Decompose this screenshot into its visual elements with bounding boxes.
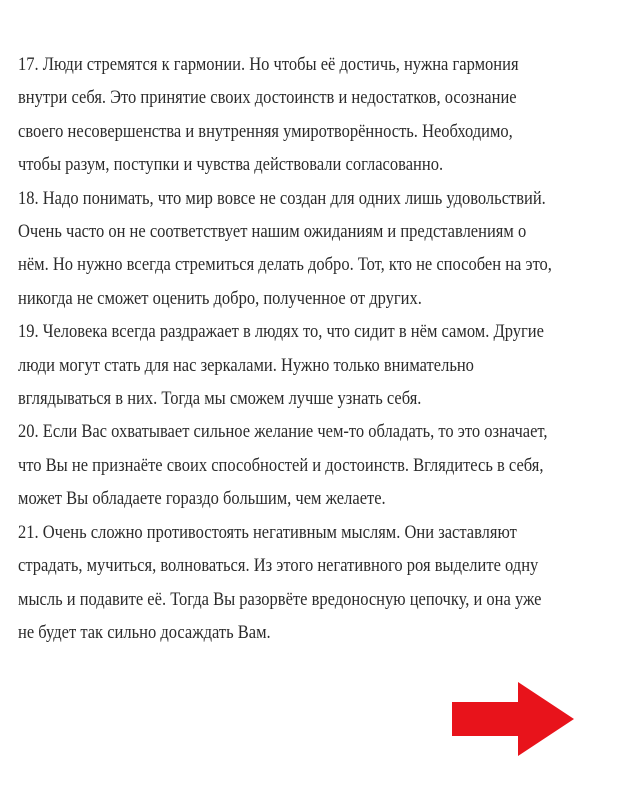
article-text (18, 48, 622, 649)
text-line: не будет так сильно досаждать Вам. (18, 621, 271, 643)
text-line: может Вы обладаете гораздо большим, чем желаете. (18, 488, 386, 510)
text-line: 17. Люди стремятся к гармонии. Но чтобы её достичь, нужна гармония (18, 54, 519, 75)
text-line: нём. Но нужно всегда стремиться делать добро. Тот, кто не способен на это, (18, 254, 552, 276)
next-button[interactable] (452, 682, 574, 756)
text-line: мысль и подавите её. Тогда Вы разорвёте вредоносную цепочку, и она уже (18, 588, 542, 610)
text-line: страдать, мучиться, волноваться. Из этого негативного роя выделите одну (18, 555, 539, 577)
arrow-right-icon (452, 682, 574, 756)
text-line: чтобы разум, поступки и чувства действовали согласованно. (18, 154, 444, 176)
text-line: никогда не сможет оценить добро, полученное от других. (18, 287, 422, 309)
text-line: вглядываться в них. Тогда мы сможем лучше узнать себя. (18, 388, 422, 410)
text-line: 20. Если Вас охватывает сильное желание чем-то обладать, то это означает, (18, 421, 548, 443)
text-line: своего несовершенства и внутренняя умиротворённость. Необходимо, (18, 120, 513, 142)
text-line: 19. Человека всегда раздражает в людях то, что сидит в нём самом. Другие (18, 321, 544, 343)
text-line: 21. Очень сложно противостоять негативным мыслям. Они заставляют (18, 521, 517, 543)
text-line: люди могут стать для нас зеркалами. Нужно только внимательно (18, 354, 474, 376)
text-line: 18. Надо понимать, что мир вовсе не создан для одних лишь удовольствий. (18, 187, 546, 209)
text-line: что Вы не признаёте своих способностей и достоинств. Вглядитесь в себя, (18, 454, 544, 476)
text-line: внутри себя. Это принятие своих достоинств и недостатков, осознание (18, 87, 517, 109)
text-line: Очень часто он не соответствует нашим ожиданиям и представлениям о (18, 221, 527, 243)
